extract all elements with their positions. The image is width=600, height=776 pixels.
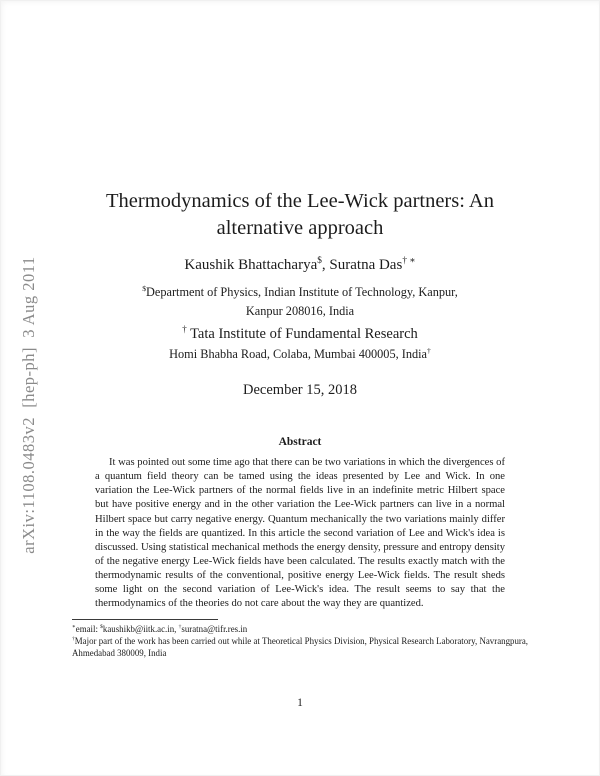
author-1-affiliation-mark: $ [317,256,322,267]
page-number: 1 [297,697,303,709]
paper-title-line1: Thermodynamics of the Lee-Wick partners: An [106,190,494,212]
affiliation-2-mark: † [182,324,187,335]
footnote-2-text: Major part of the work has been carried out while at Theoretical Physics Division, Physical Research Laboratory, Navrangpura, Ahmedabad 380009, India [72,636,528,658]
paper-title-line2: alternative approach [216,217,384,240]
affiliation-2-name-line [72,325,528,345]
affiliation-2 [72,325,528,363]
affiliation-1-mark: $ [142,284,146,293]
affiliation-1-line2: Kanpur 208016, India [245,303,355,318]
author-2-name: Suratna Das [329,257,403,274]
author-2-affiliation-mark: † ∗ [402,256,416,267]
affiliation-2-address-mark: † [427,345,431,355]
footnote-rule [72,619,218,620]
paper-title [72,188,528,242]
footnote-2-mark: † [72,636,75,643]
footnote-1 [72,624,528,636]
affiliation-1-text: Department of Physics, Indian Institute of Technology, Kanpur, [146,285,458,300]
affiliation-1-line1 [72,283,528,301]
footnote-1-email-1-mark: $ [100,623,103,630]
arxiv-watermark: arXiv:1108.0483v2 [hep-ph] 3 Aug 2011 [19,256,38,554]
footnote-1-email-1: kaushikb@iitk.ac.in, [102,623,179,634]
paper-date: December 15, 2018 [243,381,357,398]
abstract-heading: Abstract [278,435,322,448]
authors-line [72,257,528,274]
footnote-2 [72,636,528,659]
footnote-1-mark: ∗ [72,623,76,630]
affiliation-2-name-text: Tata Institute of Fundamental Research [186,325,418,342]
author-separator: , [321,257,330,274]
footnote-1-email-2-mark: † [178,623,182,630]
footnotes-section [72,619,528,660]
footnote-1-label: email: [75,623,101,634]
abstract-section [72,436,528,612]
affiliation-2-address-line [72,345,528,363]
author-1-name: Kaushik Bhattacharya [184,257,318,274]
abstract-body: It was pointed out some time ago that there can be two variations in which the divergences of a quantum field theory can be tamed using the ideas presented by Lee and Wick. In one variation the Lee-Wick partners of the normal fields live in an indefinite metric Hilbert space but have positive energy and in the other variation the Lee-Wick partners can live in a normal Hilbert space but carry negative energy. Quantum mechanically the two variations mainly differ in the way the fields are quantized. In this article the second variation of Lee and Wick's idea is discussed. Using statistical mechanical methods the energy density, pressure and entropy density of the negative energy Lee-Wick fields have been calculated. The results exactly match with the thermodynamic results of the conventional, positive energy Lee-Wick fields. The result sheds some light on the second variation of Lee-Wick's idea. The result seems to say that the thermodynamics of the theories do not care about the way they are quantized. [95,456,505,610]
affiliation-2-address-text: Homi Bhabha Road, Colaba, Mumbai 400005, India [169,346,428,361]
affiliation-1 [72,283,528,320]
footnote-1-email-2: suratna@tifr.res.in [181,623,248,634]
